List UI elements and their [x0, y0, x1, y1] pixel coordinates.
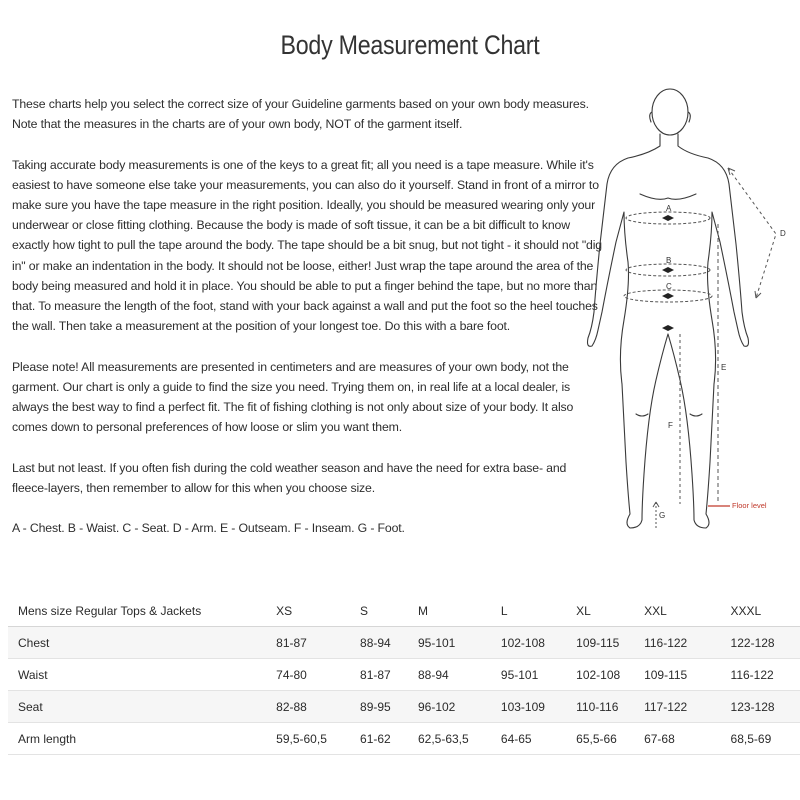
table-cell: 102-108	[491, 627, 566, 659]
table-cell: 62,5-63,5	[408, 723, 491, 755]
header-cell-xs: XS	[266, 596, 350, 627]
table-cell: 82-88	[266, 691, 350, 723]
table-cell: 123-128	[721, 691, 800, 723]
label-a: A	[666, 204, 672, 213]
body-outline	[588, 89, 749, 528]
table-cell: 102-108	[566, 659, 634, 691]
header-cell-l: L	[491, 596, 566, 627]
table-cell: 95-101	[408, 627, 491, 659]
row-label: Waist	[8, 659, 266, 691]
table-row-arm-length	[8, 723, 800, 755]
table-cell: 116-122	[634, 627, 720, 659]
table-cell: 116-122	[721, 659, 800, 691]
table-row-chest	[8, 627, 800, 659]
size-table-header	[8, 596, 800, 627]
label-d: D	[780, 229, 786, 238]
table-cell: 88-94	[350, 627, 408, 659]
table-cell: 67-68	[634, 723, 720, 755]
table-cell: 96-102	[408, 691, 491, 723]
table-cell: 103-109	[491, 691, 566, 723]
label-b: B	[666, 256, 672, 265]
floor-level-label: Floor level	[732, 501, 767, 510]
intro-text	[12, 94, 602, 559]
body-figure-diagram	[578, 84, 800, 544]
table-row-waist	[8, 659, 800, 691]
table-row-seat	[8, 691, 800, 723]
table-cell: 68,5-69	[721, 723, 800, 755]
label-e: E	[721, 363, 727, 372]
row-label: Arm length	[8, 723, 266, 755]
table-cell: 61-62	[350, 723, 408, 755]
table-cell: 109-115	[566, 627, 634, 659]
header-cell-xl: XL	[566, 596, 634, 627]
row-label: Seat	[8, 691, 266, 723]
label-f: F	[668, 421, 673, 430]
measure-lines	[624, 168, 776, 530]
page-title: Body Measurement Chart	[280, 30, 540, 60]
table-cell: 81-87	[266, 627, 350, 659]
label-g: G	[659, 511, 666, 520]
table-cell: 64-65	[491, 723, 566, 755]
table-cell: 88-94	[408, 659, 491, 691]
header-cell-category: Mens size Regular Tops & Jackets	[8, 596, 266, 627]
table-cell: 110-116	[566, 691, 634, 723]
table-cell: 59,5-60,5	[266, 723, 350, 755]
paragraph-cold-weather: Last but not least. If you often fish during the cold weather season and have the need for extra base- and fleece-layers, then remember to allow for this when you choose size.	[12, 460, 567, 495]
table-cell: 65,5-66	[566, 723, 634, 755]
table-cell: 74-80	[266, 659, 350, 691]
paragraph-how-to-measure: Taking accurate body measurements is one of the keys to a great fit; all you need is a tape measure. While it's easiest to have someone else take your measurements, you can also do it yourself. Stand in front of a mirror to make sure you have the tape measure in the right position. Ideally, you should be measured wearing only your underwear or close fitting clothing. Because the body is made of soft tissue, it can be a bit difficult to know exactly how tight to pull the tape around the body. The tape should be a bit snug, but not tight - it should not "dig in" or make an indentation in the body. It should not be loose, either! Just wrap the tape around the area of the body being measured and hold it in place. You should be able to put a finger behind the tape, but no more than that. To measure the length of the foot, stand with your back against a wall and put the foot so the heel touches the wall. Then take a measurement at the position of your longest toe. Do this with a bare foot.	[12, 157, 602, 334]
size-table	[8, 596, 800, 755]
table-cell: 117-122	[634, 691, 720, 723]
header-cell-m: M	[408, 596, 491, 627]
table-cell: 109-115	[634, 659, 720, 691]
bow-ties	[662, 215, 674, 331]
header-cell-xxl: XXL	[634, 596, 720, 627]
paragraph-intro: These charts help you select the correct size of your Guideline garments based on your own body measures. Note that the measures in the charts are of your own body, NOT of the garment itself.	[12, 97, 589, 132]
paragraph-note: Please note! All measurements are presented in centimeters and are measures of your own body, not the garment. Our chart is only a guide to find the size you need. Trying them on, in real life at a local dealer, is always the best way to find a perfect fit. The fit of fishing clothing is not only about size of your body. It also comes down to personal preferences of how loose or slim you want them.	[12, 359, 574, 435]
header-cell-s: S	[350, 596, 408, 627]
table-cell: 95-101	[491, 659, 566, 691]
measurement-legend: A - Chest. B - Waist. C - Seat. D - Arm. E - Outseam. F - Inseam. G - Foot.	[12, 521, 405, 536]
label-c: C	[666, 282, 672, 291]
table-cell: 81-87	[350, 659, 408, 691]
header-cell-xxxl: XXXL	[721, 596, 800, 627]
table-cell: 89-95	[350, 691, 408, 723]
row-label: Chest	[8, 627, 266, 659]
table-cell: 122-128	[721, 627, 800, 659]
